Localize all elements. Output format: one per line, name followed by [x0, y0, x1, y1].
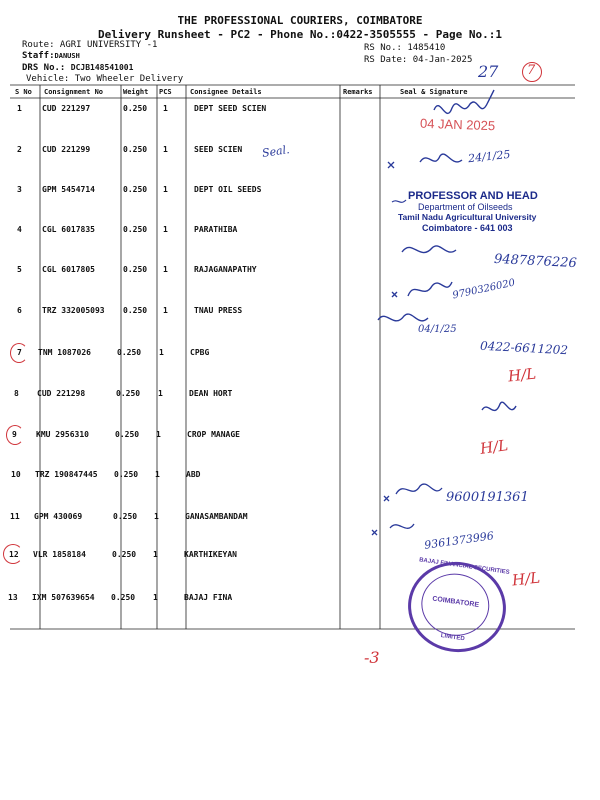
row-12-sno: 12	[9, 550, 19, 559]
row-1-consignment: CUD 221297	[42, 104, 91, 113]
row-13-consignee: BAJAJ FINA	[184, 593, 233, 602]
rs-number: RS No.: 1485410	[364, 43, 446, 53]
col-header-sno: S No	[15, 88, 32, 96]
row-11-consignment: GPM 430069	[34, 512, 83, 521]
row-6-weight: 0.250	[123, 306, 148, 315]
row-2-consignment: CUD 221299	[42, 145, 91, 154]
bottom-handwritten-note: -3	[364, 648, 380, 667]
row-10-consignee: ABD	[186, 470, 201, 479]
row-2-date: 24/1/25	[467, 147, 511, 166]
row-4-sno: 4	[17, 225, 22, 234]
col-header-weight: Weight	[123, 88, 149, 96]
row-6-signature	[378, 314, 428, 321]
row-6-date: 04/1/25	[418, 324, 457, 335]
row-3-signature	[392, 200, 406, 202]
row-10-weight: 0.250	[114, 470, 139, 479]
col-header-pcs: PCS	[159, 88, 172, 96]
runsheet-subtitle: Delivery Runsheet - PC2 - Phone No.:0422-3505555 - Page No.:1	[98, 28, 502, 41]
row-8-sno: 8	[14, 389, 19, 398]
row-6-consignee: TNAU PRESS	[194, 306, 243, 315]
staff-label: Staff:	[22, 51, 55, 61]
row-11-sno: 11	[10, 512, 20, 521]
row-4-consignee: PARATHIBA	[194, 225, 238, 234]
drs-label: DRS No.:	[22, 63, 66, 73]
col-header-seal-signature: Seal & Signature	[400, 88, 468, 96]
row-13-weight: 0.250	[111, 593, 136, 602]
row-5-consignment: CGL 6017805	[42, 265, 95, 274]
row-5-signature	[392, 282, 452, 297]
row-11-weight: 0.250	[113, 512, 138, 521]
row-8-signature	[482, 402, 516, 410]
row-3-stamp-city: Coimbatore - 641 003	[422, 223, 513, 233]
row-10-pcs: 1	[155, 470, 160, 479]
row-1-pcs: 1	[163, 104, 168, 113]
row-6-pcs: 1	[163, 306, 168, 315]
row-9-hl-mark: H/L	[478, 436, 510, 458]
row-4-phone: 9487876226	[493, 251, 578, 272]
row-2-sno: 2	[17, 145, 22, 154]
row-12-consignee: KARTHIKEYAN	[184, 550, 237, 559]
col-header-remarks: Remarks	[343, 88, 373, 96]
row-3-stamp-title: PROFESSOR AND HEAD	[408, 190, 538, 202]
row-3-weight: 0.250	[123, 185, 148, 194]
row-3-sno: 3	[17, 185, 22, 194]
row-1-consignee: DEPT SEED SCIEN	[194, 104, 267, 113]
row-11-phone: 9361373996	[423, 529, 495, 552]
circled-count-digit: 7	[527, 63, 536, 78]
rs-date: RS Date: 04-Jan-2025	[364, 55, 473, 65]
route-label: Route: AGRI UNIVERSITY -1	[22, 40, 158, 50]
row-5-pcs: 1	[163, 265, 168, 274]
row-12-pcs: 1	[153, 550, 158, 559]
row-3-pcs: 1	[163, 185, 168, 194]
row-2-seal-note: Seal.	[261, 143, 291, 160]
row-4-pcs: 1	[163, 225, 168, 234]
row-3-stamp-university: Tamil Nadu Agricultural University	[398, 212, 537, 222]
row-8-weight: 0.250	[116, 389, 141, 398]
row-6-sno: 6	[17, 306, 22, 315]
row-5-consignee: RAJAGANAPATHY	[194, 265, 257, 274]
row-13-consignment: IXM 507639654	[32, 593, 95, 602]
row-7-consignee: CPBG	[190, 348, 210, 357]
row-8-pcs: 1	[158, 389, 163, 398]
row-10-phone: 9600191361	[446, 490, 529, 505]
row-4-consignment: CGL 6017835	[42, 225, 95, 234]
row-10-consignment: TRZ 190847445	[35, 470, 98, 479]
row-13-sno: 13	[8, 593, 18, 602]
bajaj-stamp-top-text: BAJAJ FINANCIAL SECURITIES	[418, 557, 510, 576]
row-1-weight: 0.250	[123, 104, 148, 113]
row-10-signature	[384, 484, 442, 501]
row-5-weight: 0.250	[123, 265, 148, 274]
row-8-consignee: DEAN HORT	[189, 389, 233, 398]
row-6-consignment: TRZ 332005093	[42, 306, 105, 315]
row-7-consignment: TNM 1087026	[38, 348, 91, 357]
row-7-weight: 0.250	[117, 348, 142, 357]
row-9-pcs: 1	[156, 430, 161, 439]
row-1-date-stamp: 04 JAN 2025	[419, 115, 496, 134]
row-4-weight: 0.250	[123, 225, 148, 234]
staff-value: DANUSH	[54, 52, 80, 60]
row-9-weight: 0.250	[115, 430, 140, 439]
row-2-consignee: SEED SCIEN	[194, 145, 243, 154]
row-5-phone: 9790326020	[451, 277, 517, 302]
row-3-consignment: GPM 5454714	[42, 185, 95, 194]
row-12-hl-mark: H/L	[511, 568, 541, 590]
row-1-sno: 1	[17, 104, 22, 113]
row-3-consignee: DEPT OIL SEEDS	[194, 185, 262, 194]
row-2-signature	[420, 154, 462, 162]
vehicle-label: Vehicle: Two Wheeler Delivery	[26, 74, 184, 84]
row-3-stamp-dept: Department of Oilseeds	[418, 202, 513, 212]
bajaj-stamp-city: COIMBATORE	[431, 595, 480, 610]
row-11-consignee: GANASAMBANDAM	[185, 512, 248, 521]
row-2-weight: 0.250	[123, 145, 148, 154]
row-12-weight: 0.250	[112, 550, 137, 559]
row-7-phone: 0422-6611202	[479, 338, 569, 358]
row-11-signature	[372, 524, 414, 535]
row-7-sno: 7	[17, 348, 22, 357]
row-1-signature	[434, 90, 494, 113]
drs-value: DCJB148541001	[70, 63, 134, 72]
row-7-hl-mark: H/L	[507, 364, 537, 386]
row-7-pcs: 1	[159, 348, 164, 357]
row-8-consignment: CUD 221298	[37, 389, 86, 398]
row-4-signature	[402, 246, 456, 253]
row-2-cross-mark	[388, 162, 394, 168]
row-13-pcs: 1	[153, 593, 158, 602]
row-11-pcs: 1	[154, 512, 159, 521]
col-header-consignment: Consignment No	[44, 88, 104, 96]
row-2-pcs: 1	[163, 145, 168, 154]
row-9-consignee: CROP MANAGE	[187, 430, 240, 439]
row-10-sno: 10	[11, 470, 21, 479]
row-5-sno: 5	[17, 265, 22, 274]
col-header-consignee: Consignee Details	[190, 88, 262, 96]
row-9-consignment: KMU 2956310	[36, 430, 89, 439]
top-handwritten-note: 27	[478, 62, 499, 81]
bajaj-stamp-bottom-text: LIMITED	[440, 633, 465, 643]
row-12-consignment: VLR 1858184	[33, 550, 86, 559]
company-title: THE PROFESSIONAL COURIERS, COIMBATORE	[177, 14, 423, 27]
row-9-sno: 9	[12, 430, 17, 439]
